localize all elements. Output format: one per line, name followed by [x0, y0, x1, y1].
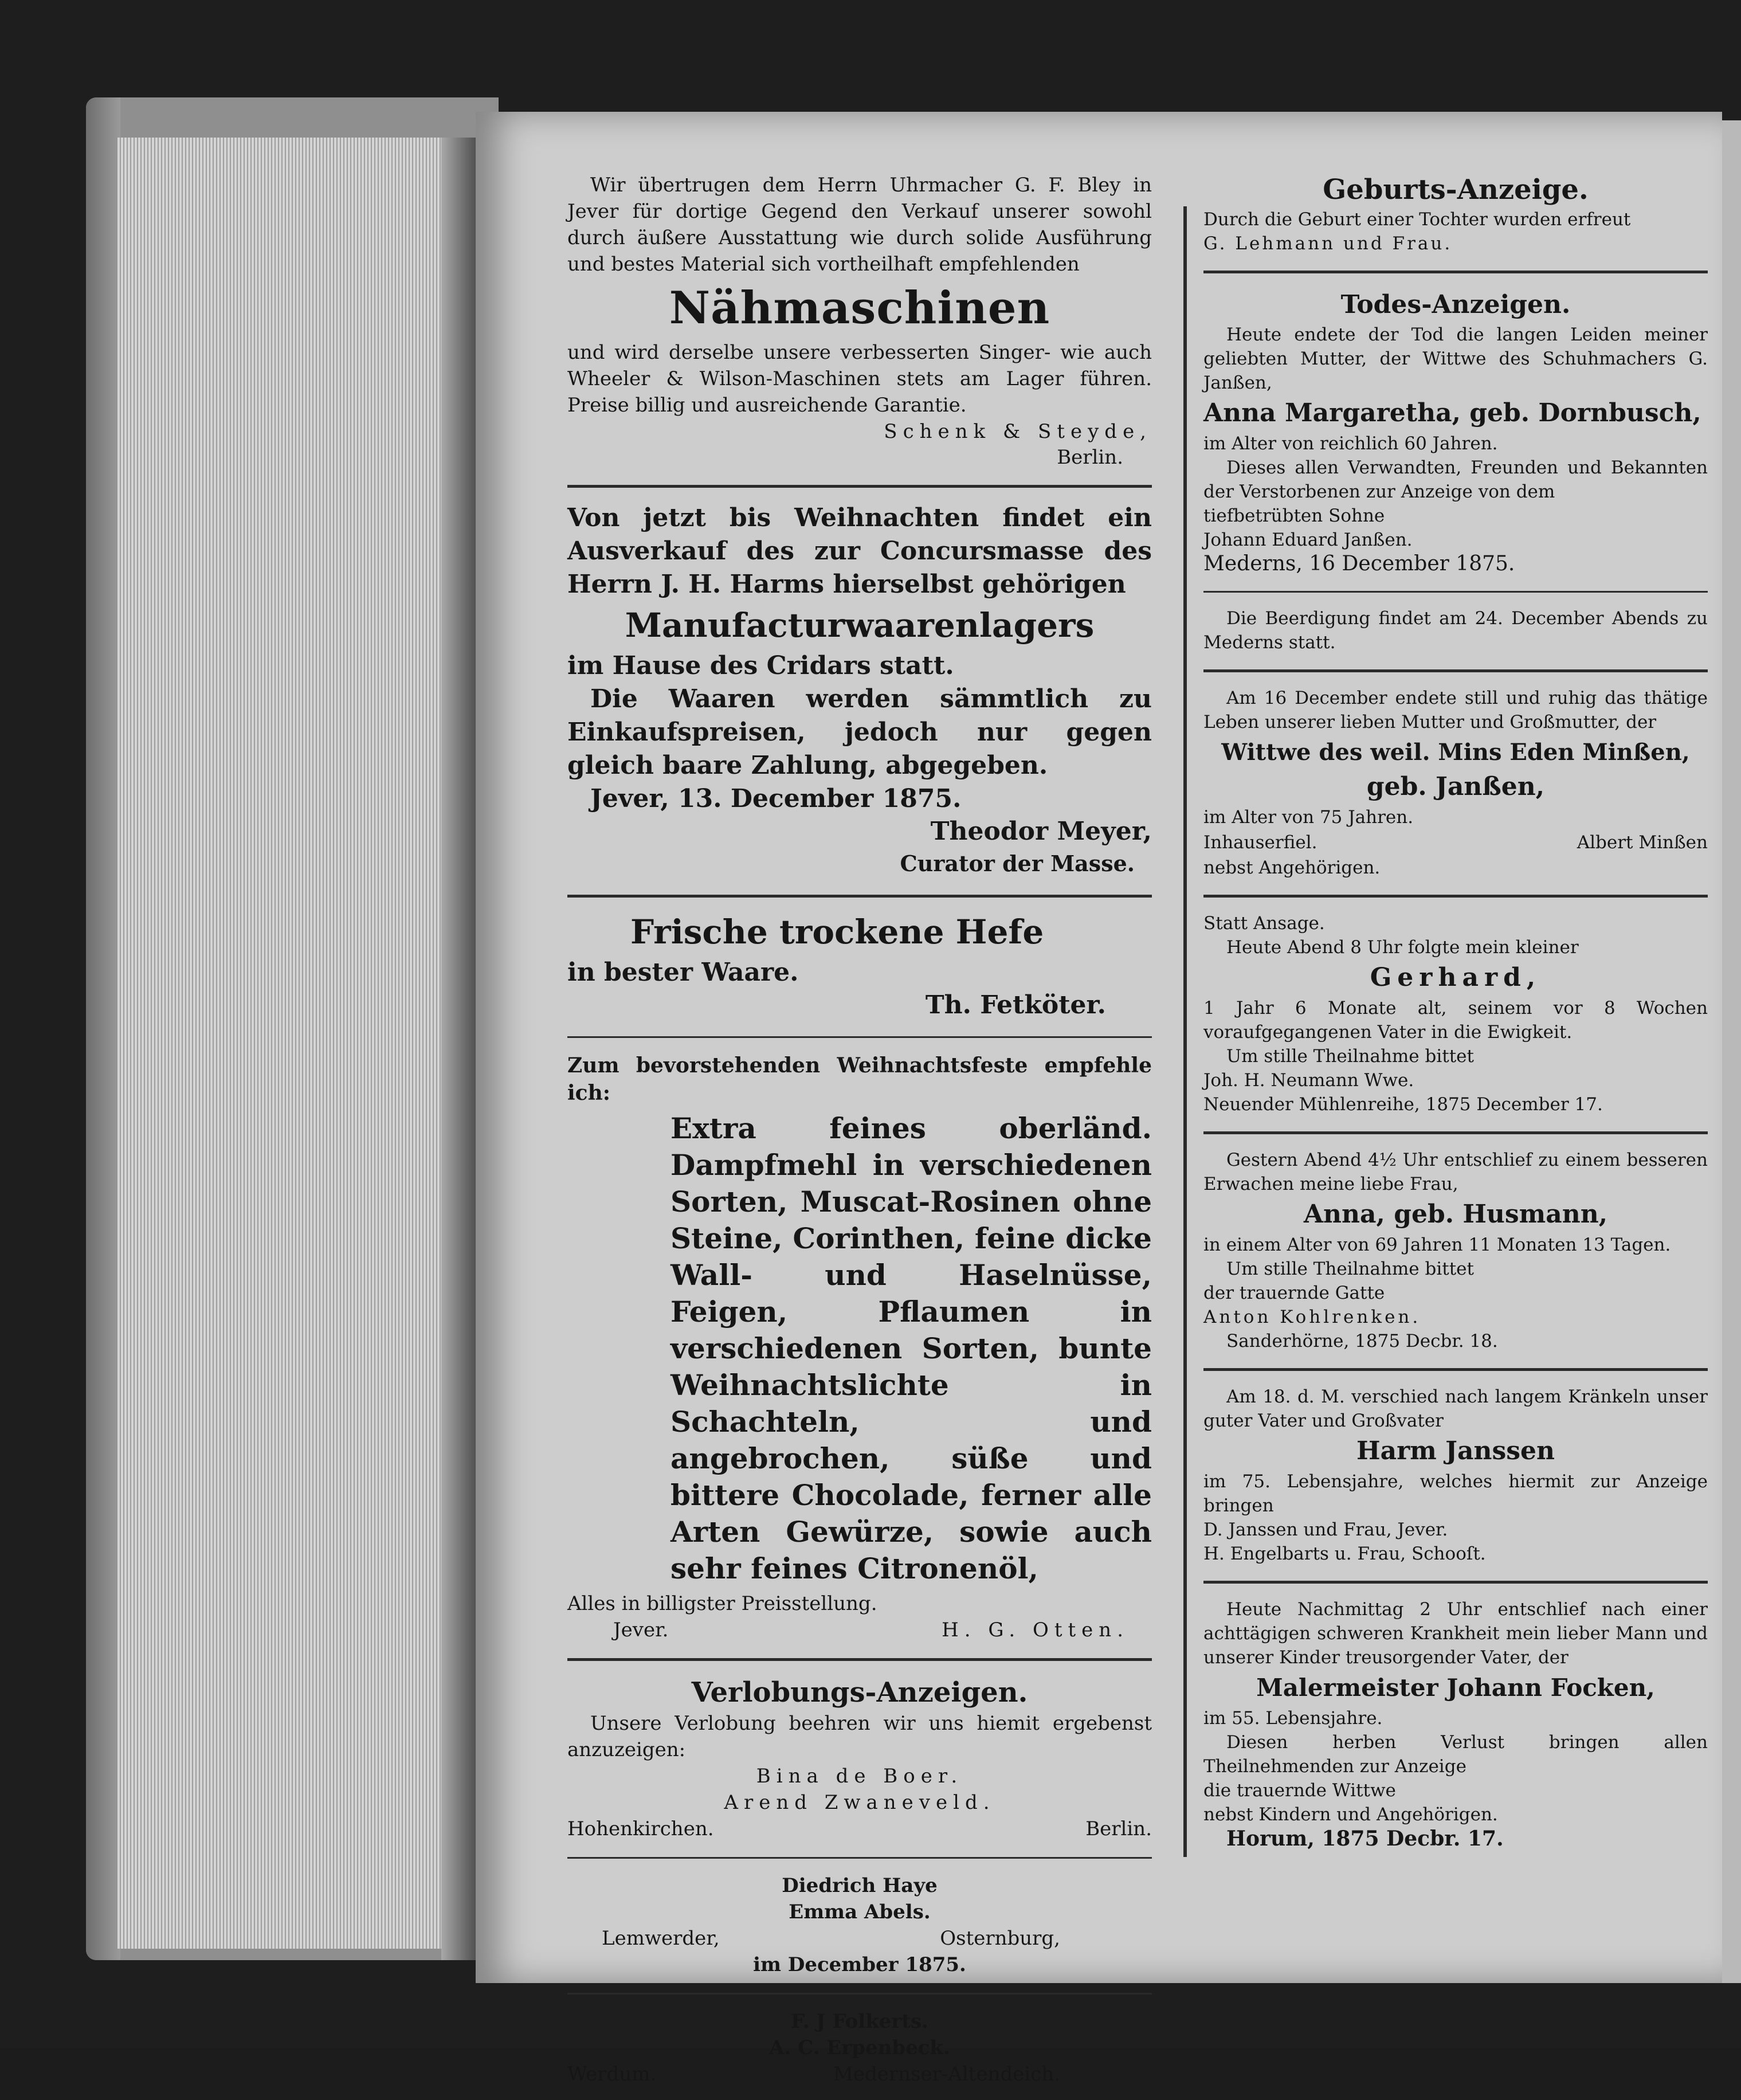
verlobung-date: im December 1875. — [753, 1953, 966, 1976]
ad-hefe — [567, 911, 1152, 1021]
verlobung-name: Diedrich Haye — [782, 1874, 938, 1897]
ad-signer-role: Curator der Masse. — [900, 851, 1135, 876]
anzeige-ask: Um stille Theilnahme bittet — [1226, 1259, 1474, 1279]
ad-intro: Von jetzt bis Weihnachten findet ein Ausverkauf des zur Concursmasse des Herrn J. H. Harms hierselbst gehörigen — [567, 503, 1152, 599]
book-cover-edge — [86, 97, 120, 1960]
geburts-anzeige — [1203, 172, 1708, 256]
anzeige-age: im 55. Lebensjahre. — [1203, 1708, 1383, 1729]
ad-separator — [567, 895, 1152, 898]
ad-separator — [567, 1658, 1152, 1661]
anzeige-role-2: nebst Kindern und Angehörigen. — [1203, 1804, 1498, 1825]
ad-city: Jever. — [613, 1619, 669, 1641]
verlobung-places — [567, 1925, 1152, 1952]
todes-anzeige-harm-janssen — [1203, 1385, 1708, 1566]
place-left: Werdum. — [567, 2063, 657, 2086]
anzeige-intro: Gestern Abend 4½ Uhr entschlief zu einem besseren Erwachen meine liebe Frau, — [1203, 1150, 1708, 1194]
anzeige-date: Neuender Mühlenreihe, 1875 December 17. — [1203, 1094, 1603, 1115]
place-right: Osternburg, — [940, 1927, 1060, 1950]
anzeige-body: im 75. Lebensjahre, welches hiermit zur Anzeige bringen — [1203, 1471, 1708, 1516]
anzeige-intro: Heute Nachmittag 2 Uhr entschlief nach einer achttägigen schweren Krankheit mein lieber Mann und unserer Kinder treusorgender Vater, der — [1203, 1599, 1708, 1668]
ad-intro: Wir übertrugen dem Herrn Uhrmacher G. F. Bley in Jever für dortige Gegend den Verkauf unserer sowohl durch äußere Ausstattung wie durch solide Ausführung und bestes Material sich vortheilhaft empfehlenden — [567, 174, 1152, 276]
ad-separator — [567, 1993, 1152, 1995]
ad-body: und wird derselbe unsere verbesserten Singer- wie auch Wheeler & Wilson-Maschinen stets am Lager führen. Preise billig und ausreichende Garantie. — [567, 341, 1152, 417]
anzeige-date: Mederns, 16 December 1875. — [1203, 552, 1515, 575]
ad-body: Die Waaren werden sämmtlich zu Einkaufspreisen, jedoch nur gegen gleich baare Zahlung, abgegeben. — [567, 684, 1152, 780]
ad-headline: Manufacturwaarenlagers — [625, 606, 1095, 645]
verlobung-places — [567, 1816, 1152, 1842]
anzeige-body: Diesen herben Verlust bringen allen Theilnehmenden zur Anzeige — [1203, 1732, 1708, 1777]
anzeige-age: im Alter von 75 Jahren. — [1203, 807, 1414, 828]
ad-signer: Th. Fetköter. — [925, 990, 1106, 1020]
ad-headline: Frische trockene Hefe — [630, 912, 1044, 951]
anzeige-ask: Um stille Theilnahme bittet — [1226, 1046, 1474, 1067]
verlobungs-anzeigen — [567, 1675, 1152, 2087]
anzeige-role: der trauernde Gatte — [1203, 1283, 1385, 1303]
anzeige-place: Inhauserfiel. — [1203, 832, 1317, 853]
ad-separator — [567, 1857, 1152, 1859]
ad-otten-weihnachten — [567, 1052, 1152, 1643]
place-right: Berlin. — [1085, 1817, 1152, 1840]
anzeige-footer — [1203, 829, 1708, 856]
place-right: Medernser-Altendeich. — [833, 2063, 1060, 2086]
anzeige-mourner: Johann Eduard Janßen. — [1203, 530, 1413, 550]
ad-firm: Schenk & Steyde, — [884, 420, 1152, 443]
ad-price: Alles in billigster Preisstellung. — [567, 1592, 877, 1615]
page-edges — [117, 138, 484, 1949]
anzeige-age: in einem Alter von 69 Jahren 11 Monaten 13 Tagen. — [1203, 1235, 1671, 1255]
anzeige-signer: D. Janssen und Frau, Jever. — [1203, 1519, 1448, 1540]
anzeige-lead: Statt Ansage. — [1203, 913, 1325, 934]
anzeige-intro: Heute Abend 8 Uhr folgte mein kleiner — [1226, 937, 1579, 958]
ad-city: Berlin. — [1057, 446, 1123, 469]
todes-anzeige-kohlrenken — [1203, 1148, 1708, 1353]
anzeige-body: Dieses allen Verwandten, Freunden und Bekannten der Verstorbenen zur Anzeige von dem — [1203, 457, 1708, 502]
anzeige-signer: Anton Kohlrenken. — [1203, 1307, 1421, 1327]
ad-date: Jever, 13. December 1875. — [590, 784, 962, 813]
todes-anzeige-neumann — [1203, 911, 1708, 1116]
place-left: Lemwerder, — [602, 1927, 720, 1950]
anzeige-signer-2: nebst Angehörigen. — [1203, 857, 1381, 878]
todes-anzeige-focken — [1203, 1597, 1708, 1851]
anzeige-signer: Albert Minßen — [1577, 832, 1708, 853]
anzeige-name: Anna, geb. Husmann, — [1303, 1200, 1608, 1229]
ad-sub: in bester Waare. — [567, 958, 799, 987]
anzeige-signer-2: H. Engelbarts u. Frau, Schooſt. — [1203, 1543, 1486, 1564]
anzeige-intro: Heute endete der Tod die langen Leiden meiner geliebten Mutter, der Wittwe des Schuhmachers G. Janßen, — [1203, 324, 1708, 393]
anzeige-name: Harm Janssen — [1356, 1436, 1555, 1466]
todes-anzeige-janssen — [1203, 323, 1708, 655]
section-title: Geburts-Anzeige. — [1323, 174, 1589, 206]
verlobung-places — [567, 2061, 1152, 2087]
ad-separator — [1203, 271, 1708, 273]
ad-separator — [567, 1036, 1152, 1038]
anzeige-signer: Joh. H. Neumann Wwe. — [1203, 1070, 1414, 1091]
verlobung-intro: Unsere Verlobung beehren wir uns hiemit ergebenst anzuzeigen: — [567, 1712, 1152, 1761]
anzeige-date: Horum, 1875 Decbr. 17. — [1226, 1827, 1504, 1851]
todes-anzeige-minssen — [1203, 686, 1708, 880]
geburt-body: Durch die Geburt einer Tochter wurden erfreut — [1203, 209, 1631, 230]
anzeige-name: Anna Margaretha, geb. Dornbusch, — [1203, 398, 1701, 428]
verlobung-name: F. J Folkerts. — [791, 2010, 928, 2033]
verlobung-name: Arend Zwaneveld. — [724, 1791, 995, 1814]
anzeige-name: Malermeister Johann Focken, — [1256, 1674, 1655, 1702]
ad-separator — [1203, 1581, 1708, 1584]
anzeige-name: Gerhard, — [1370, 963, 1542, 992]
anzeige-funeral: Die Beerdigung findet am 24. December Abends zu Mederns statt. — [1203, 608, 1708, 653]
anzeige-age: im Alter von reichlich 60 Jahren. — [1203, 433, 1498, 454]
verlobung-name: A. C. Erpenbeck. — [769, 2036, 950, 2059]
section-title: Verlobungs-Anzeigen. — [691, 1676, 1028, 1709]
geburt-signer: G. Lehmann und Frau. — [1203, 233, 1453, 254]
place-left: Hohenkirchen. — [567, 1817, 714, 1840]
anzeige-intro: Am 16 December endete still und ruhig das thätige Leben unserer lieben Mutter und Großmutter, der — [1203, 688, 1708, 732]
ad-line: im Hause des Cridars statt. — [567, 651, 954, 680]
ad-separator — [567, 485, 1152, 488]
right-column — [1203, 172, 1708, 1863]
ad-headline: Nähmaschinen — [669, 282, 1050, 334]
anzeige-maiden-name: geb. Janßen, — [1366, 772, 1545, 801]
ad-separator — [1203, 895, 1708, 898]
anzeige-date: Sanderhörne, 1875 Decbr. 18. — [1226, 1331, 1498, 1351]
ad-separator — [1203, 591, 1708, 593]
verlobung-name: Bina de Boer. — [756, 1765, 963, 1788]
anzeige-name: Wittwe des weil. Mins Eden Minßen, — [1221, 739, 1690, 766]
verlobung-name: Emma Abels. — [789, 1901, 931, 1923]
ad-separator — [1203, 1131, 1708, 1134]
anzeige-role: die trauernde Wittwe — [1203, 1780, 1396, 1801]
ad-separator — [1203, 1368, 1708, 1371]
left-column — [567, 172, 1152, 2100]
ad-body: Extra feines oberländ. Dampfmehl in verschiedenen Sorten, Muscat-Rosinen ohne Steine, Corinthen, feine dicke Wall- und Haselnüsse, Feigen, Pflaumen in verschiedenen Sorten, bunte Weihnachtslichte in Schachteln, und angebrochen, süße und bittere Chocolade, ferner alle Arten Gewürze, sowie auch sehr feines Citronenöl, — [670, 1111, 1152, 1585]
column-divider — [1183, 206, 1187, 1857]
ad-signer: Theodor Meyer, — [930, 817, 1152, 846]
anzeige-body: 1 Jahr 6 Monate alt, seinem vor 8 Wochen voraufgegangenen Vater in die Ewigkeit. — [1203, 998, 1708, 1043]
ad-signer: H. G. Otten. — [942, 1619, 1129, 1641]
anzeige-intro: Am 18. d. M. verschied nach langem Kränkeln unser guter Vater und Großvater — [1203, 1386, 1708, 1431]
ad-harms-ausverkauf — [567, 502, 1152, 880]
todes-anzeigen-title: Todes-Anzeigen. — [1340, 290, 1571, 319]
ad-intro: Zum bevorstehenden Weihnachtsfeste empfehle ich: — [567, 1053, 1152, 1105]
ad-separator — [1203, 669, 1708, 672]
ad-footer — [567, 1617, 1152, 1643]
ad-bley-naehmaschinen — [567, 172, 1152, 470]
anzeige-mourner-role: tiefbetrübten Sohne — [1203, 506, 1385, 526]
